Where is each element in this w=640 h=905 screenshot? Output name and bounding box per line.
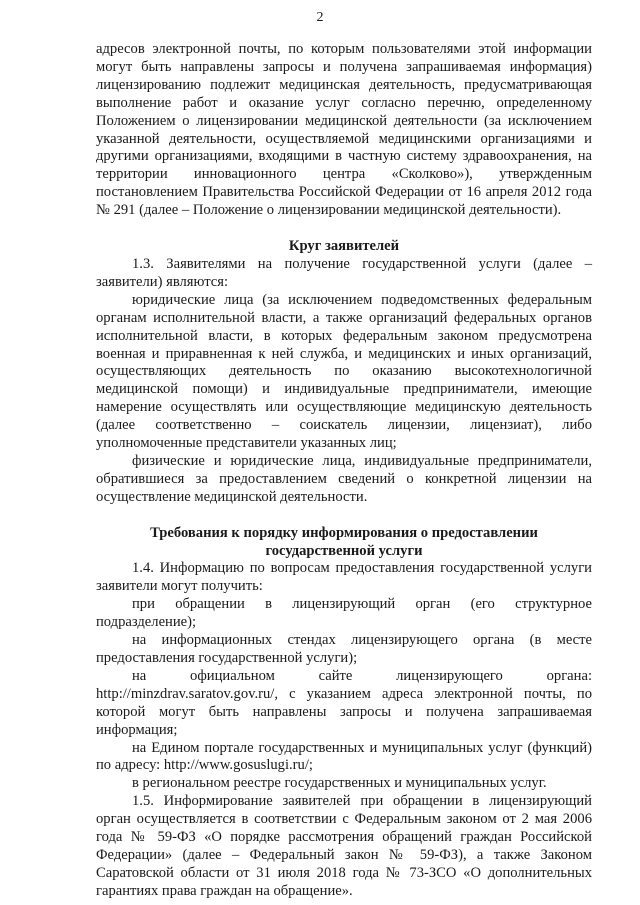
section-heading-applicants: Круг заявителей	[288, 238, 400, 255]
document-body	[96, 41, 592, 901]
intro-paragraph: адресов электронной почты, по которым пользователями этой информации могут быть направлены запросы и получена запрашиваемая информация) лицензированию подлежит медицинская деятельность, предусматривающая выполнение работ и оказание услуг согласно перечню, определенному Положением о лицензировании медицинской деятельности (за исключением указанной деятельности, осуществляемой медицинскими организациями и другими организациями, входящими в частную систему здравоохранения, на территории инновационного центра «Сколково»), утвержденным постановлением Правительства Российской Федерации от 16 апреля 2012 года № 291 (далее – Положение о лицензировании медицинской деятельности).	[96, 41, 592, 219]
page-number: 2	[316, 10, 324, 25]
list-item-site: на официальном сайте лицензирующего органа: http://minzdrav.saratov.gov.ru/, с указанием адреса электронной почты, по которой могут быть направлены запросы и получена запрашиваемая информация;	[96, 667, 592, 738]
section-heading-informing-line2: государственной услуги	[265, 542, 423, 559]
list-item-office: при обращении в лицензирующий орган (его структурное подразделение);	[96, 596, 592, 631]
paragraph-1-3: 1.3. Заявителями на получение государственной услуги (далее – заявители) являются:	[96, 255, 592, 290]
paragraph-1-5: 1.5. Информирование заявителей при обращении в лицензирующий орган осуществляется в соответствии с Федеральным законом от 2 мая 2006 года № 59-ФЗ «О порядке рассмотрения обращений граждан Российской Федерации» (далее – Федеральный закон № 59-ФЗ), а также Законом Саратовской области от 31 июля 2018 года № 73-ЗСО «О дополнительных гарантиях права граждан на обращение».	[96, 793, 592, 899]
paragraph-legal-entities: юридические лица (за исключением подведомственных федеральным органам исполнительной власти, а также организаций федеральных органов исполнительной власти, в которых федеральным законом предусмотрена военная и приравненная к ней служба, и медицинских и иных организаций, осуществляющих деятельность по оказанию высокотехнологичной медицинской помощи) и индивидуальные предприниматели, имеющие намерение осуществлять или осуществляющие медицинскую деятельность (далее соответственно – соискатель лицензии, лицензиат), либо уполномоченные представители указанных лиц;	[96, 291, 592, 452]
paragraph-1-4: 1.4. Информацию по вопросам предоставления государственной услуги заявители могут получить:	[96, 560, 592, 595]
list-item-stands: на информационных стендах лицензирующего органа (в месте предоставления государственной услуги);	[96, 632, 592, 666]
paragraph-physical-persons: физические и юридические лица, индивидуальные предприниматели, обратившиеся за предоставлением сведений о конкретной лицензии на осуществление медицинской деятельности.	[96, 452, 592, 505]
list-item-registry: в региональном реестре государственных и муниципальных услуг.	[132, 775, 547, 792]
section-heading-informing-line1: Требования к порядку информирования о предоставлении	[150, 524, 538, 541]
list-item-portal: на Едином портале государственных и муниципальных услуг (функций) по адресу: http://www.gosuslugi.ru/;	[96, 739, 592, 774]
